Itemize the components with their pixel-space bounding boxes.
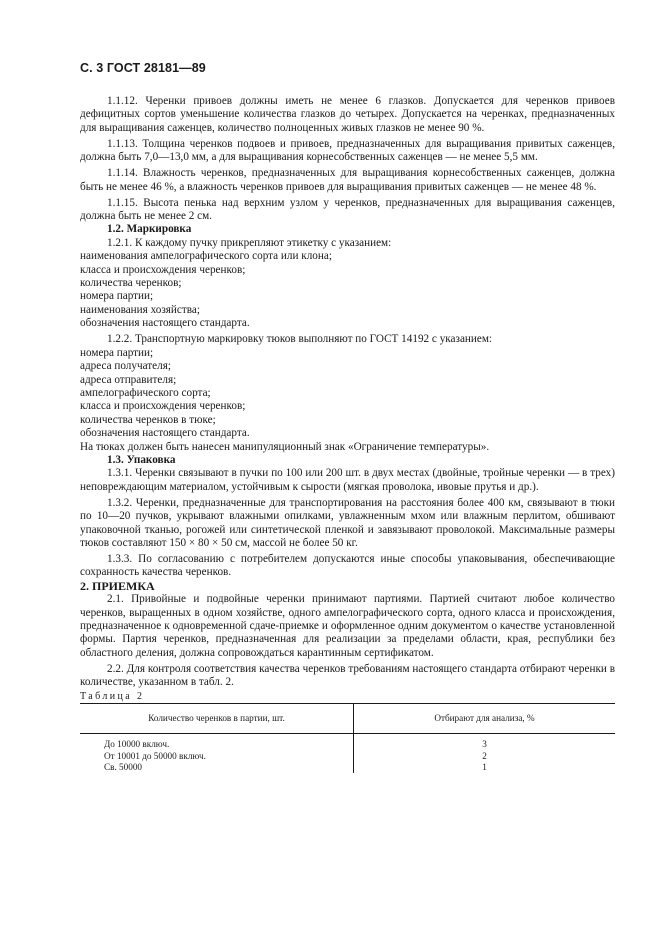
section-title-acceptance: 2. ПРИЕМКА	[80, 578, 155, 593]
table-caption: Таблица 2	[80, 690, 145, 702]
paragraph-1-2-1: 1.2.1. К каждому пучку прикрепляют этикетку с указанием:	[107, 236, 392, 249]
page-header: С. 3 ГОСТ 28181—89	[80, 61, 206, 75]
list-item: количества черенков;	[80, 277, 182, 290]
paragraph-1-1-13: 1.1.13. Толщина черенков подвоев и привоев, предназначенных для выращивания привитых саженцев, должна быть 7,0—13,0 мм, а для выращивания корнесобственных саженцев — не менее 5,5 мм.	[80, 137, 615, 164]
list-item: адреса получателя;	[80, 360, 171, 373]
paragraph-1-1-14: 1.1.14. Влажность черенков, предназначенных для выращивания корнесобственных саженцев, должна быть не менее 46 %, а влажность черенков привоев для выращивания привитых саженцев — не менее 48 %.	[80, 167, 615, 193]
paragraph-2-2: 2.2. Для контроля соответствия качества черенков требованиям настоящего стандарта отбирают черенки в количестве, указанном в табл. 2.	[80, 662, 615, 689]
table-cell: 1	[482, 761, 487, 772]
list-item: класса и происхождения черенков;	[80, 263, 246, 276]
column-header-lot-size: Количество черенков в партии, шт.	[80, 704, 354, 734]
table-cell: Св. 50000	[80, 762, 354, 773]
paragraph-1-1-12: 1.1.12. Черенки привоев должны иметь не менее 6 глазков. Допускается для черенков привоев дефицитных сортов уменьшение количества глазков до четырех. Допускается на черенках, предназначенных для выращивания саженцев, количество полноценных живых глазков не менее 90 %.	[80, 95, 615, 134]
heading-1-2: 1.2. Маркировка	[107, 223, 192, 236]
column-header-sample-percent: Отбирают для анализа, %	[354, 704, 616, 734]
paragraph-1-2-2: 1.2.2. Транспортную маркировку тюков выполняют по ГОСТ 14192 с указанием:	[107, 333, 493, 346]
paragraph-1-3-1: 1.3.1. Черенки связывают в пучки по 100 или 200 шт. в двух местах (двойные, тройные черенки — в трех) неповреждающим материалом, устойчивым к сырости (мягкая проволока, ивовые прутья и др.).	[80, 467, 615, 493]
paragraph-2-1: 2.1. Привойные и подвойные черенки принимают партиями. Партией считают любое количество черенков, выращенных в одном хозяйстве, одного ампелографического сорта, одного класса и происхождения, предназначенное к одновременной сдаче-приемке и оформленное одним документом о качестве установленной формы. Партия черенков, предназначенная для реализации за пределами области, края, республики без областного деления, должна сопровождаться карантинным сертификатом.	[80, 593, 615, 659]
heading-1-3: 1.3. Упаковка	[107, 453, 176, 466]
paragraph-1-3-2: 1.3.2. Черенки, предназначенные для транспортирования на расстояния более 400 км, связывают в тюки по 10—20 пучков, укрывают влажными опилками, увлажненным мхом или влажным перлитом, обшивают упаковочной тканью, рогожей или синтетической пленкой и завязывают проволокой. Максимальные размеры тюков составляют 150 × 80 × 50 см, массой не более 50 кг.	[80, 496, 615, 549]
list-item: адреса отправителя;	[80, 373, 177, 386]
table-header-row	[80, 704, 615, 734]
table-cell: От 10001 до 50000 включ.	[80, 750, 354, 761]
table-row	[80, 762, 615, 773]
table-row	[80, 734, 615, 751]
list-item: наименования хозяйства;	[80, 303, 200, 316]
list-item: номера партии;	[80, 290, 154, 303]
list-item: обозначения настоящего стандарта.	[80, 317, 250, 330]
list-item: ампелографического сорта;	[80, 386, 211, 399]
paragraph-1-1-15: 1.1.15. Высота пенька над верхним узлом у черенков, предназначенных для выращивания саженцев, должна быть не менее 2 см.	[80, 196, 615, 223]
list-item: номера партии;	[80, 346, 154, 359]
sampling-table	[80, 703, 615, 773]
list-item: класса и происхождения черенков;	[80, 400, 246, 413]
paragraph-1-2-2-note: На тюках должен быть нанесен манипуляционный знак «Ограничение температуры».	[80, 440, 490, 453]
paragraph-1-3-3: 1.3.3. По согласованию с потребителем допускаются иные способы упаковывания, обеспечивающие сохранность качества черенков.	[80, 552, 615, 579]
document-body	[80, 95, 615, 773]
table-cell: 3	[482, 739, 487, 750]
list-item: обозначения настоящего стандарта.	[80, 427, 250, 440]
list-item: количества черенков в тюке;	[80, 413, 216, 426]
table-cell: До 10000 включ.	[80, 734, 354, 751]
table-cell: 2	[482, 750, 487, 761]
table-row	[80, 750, 615, 761]
list-item: наименования ампелографического сорта или клона;	[80, 250, 332, 263]
